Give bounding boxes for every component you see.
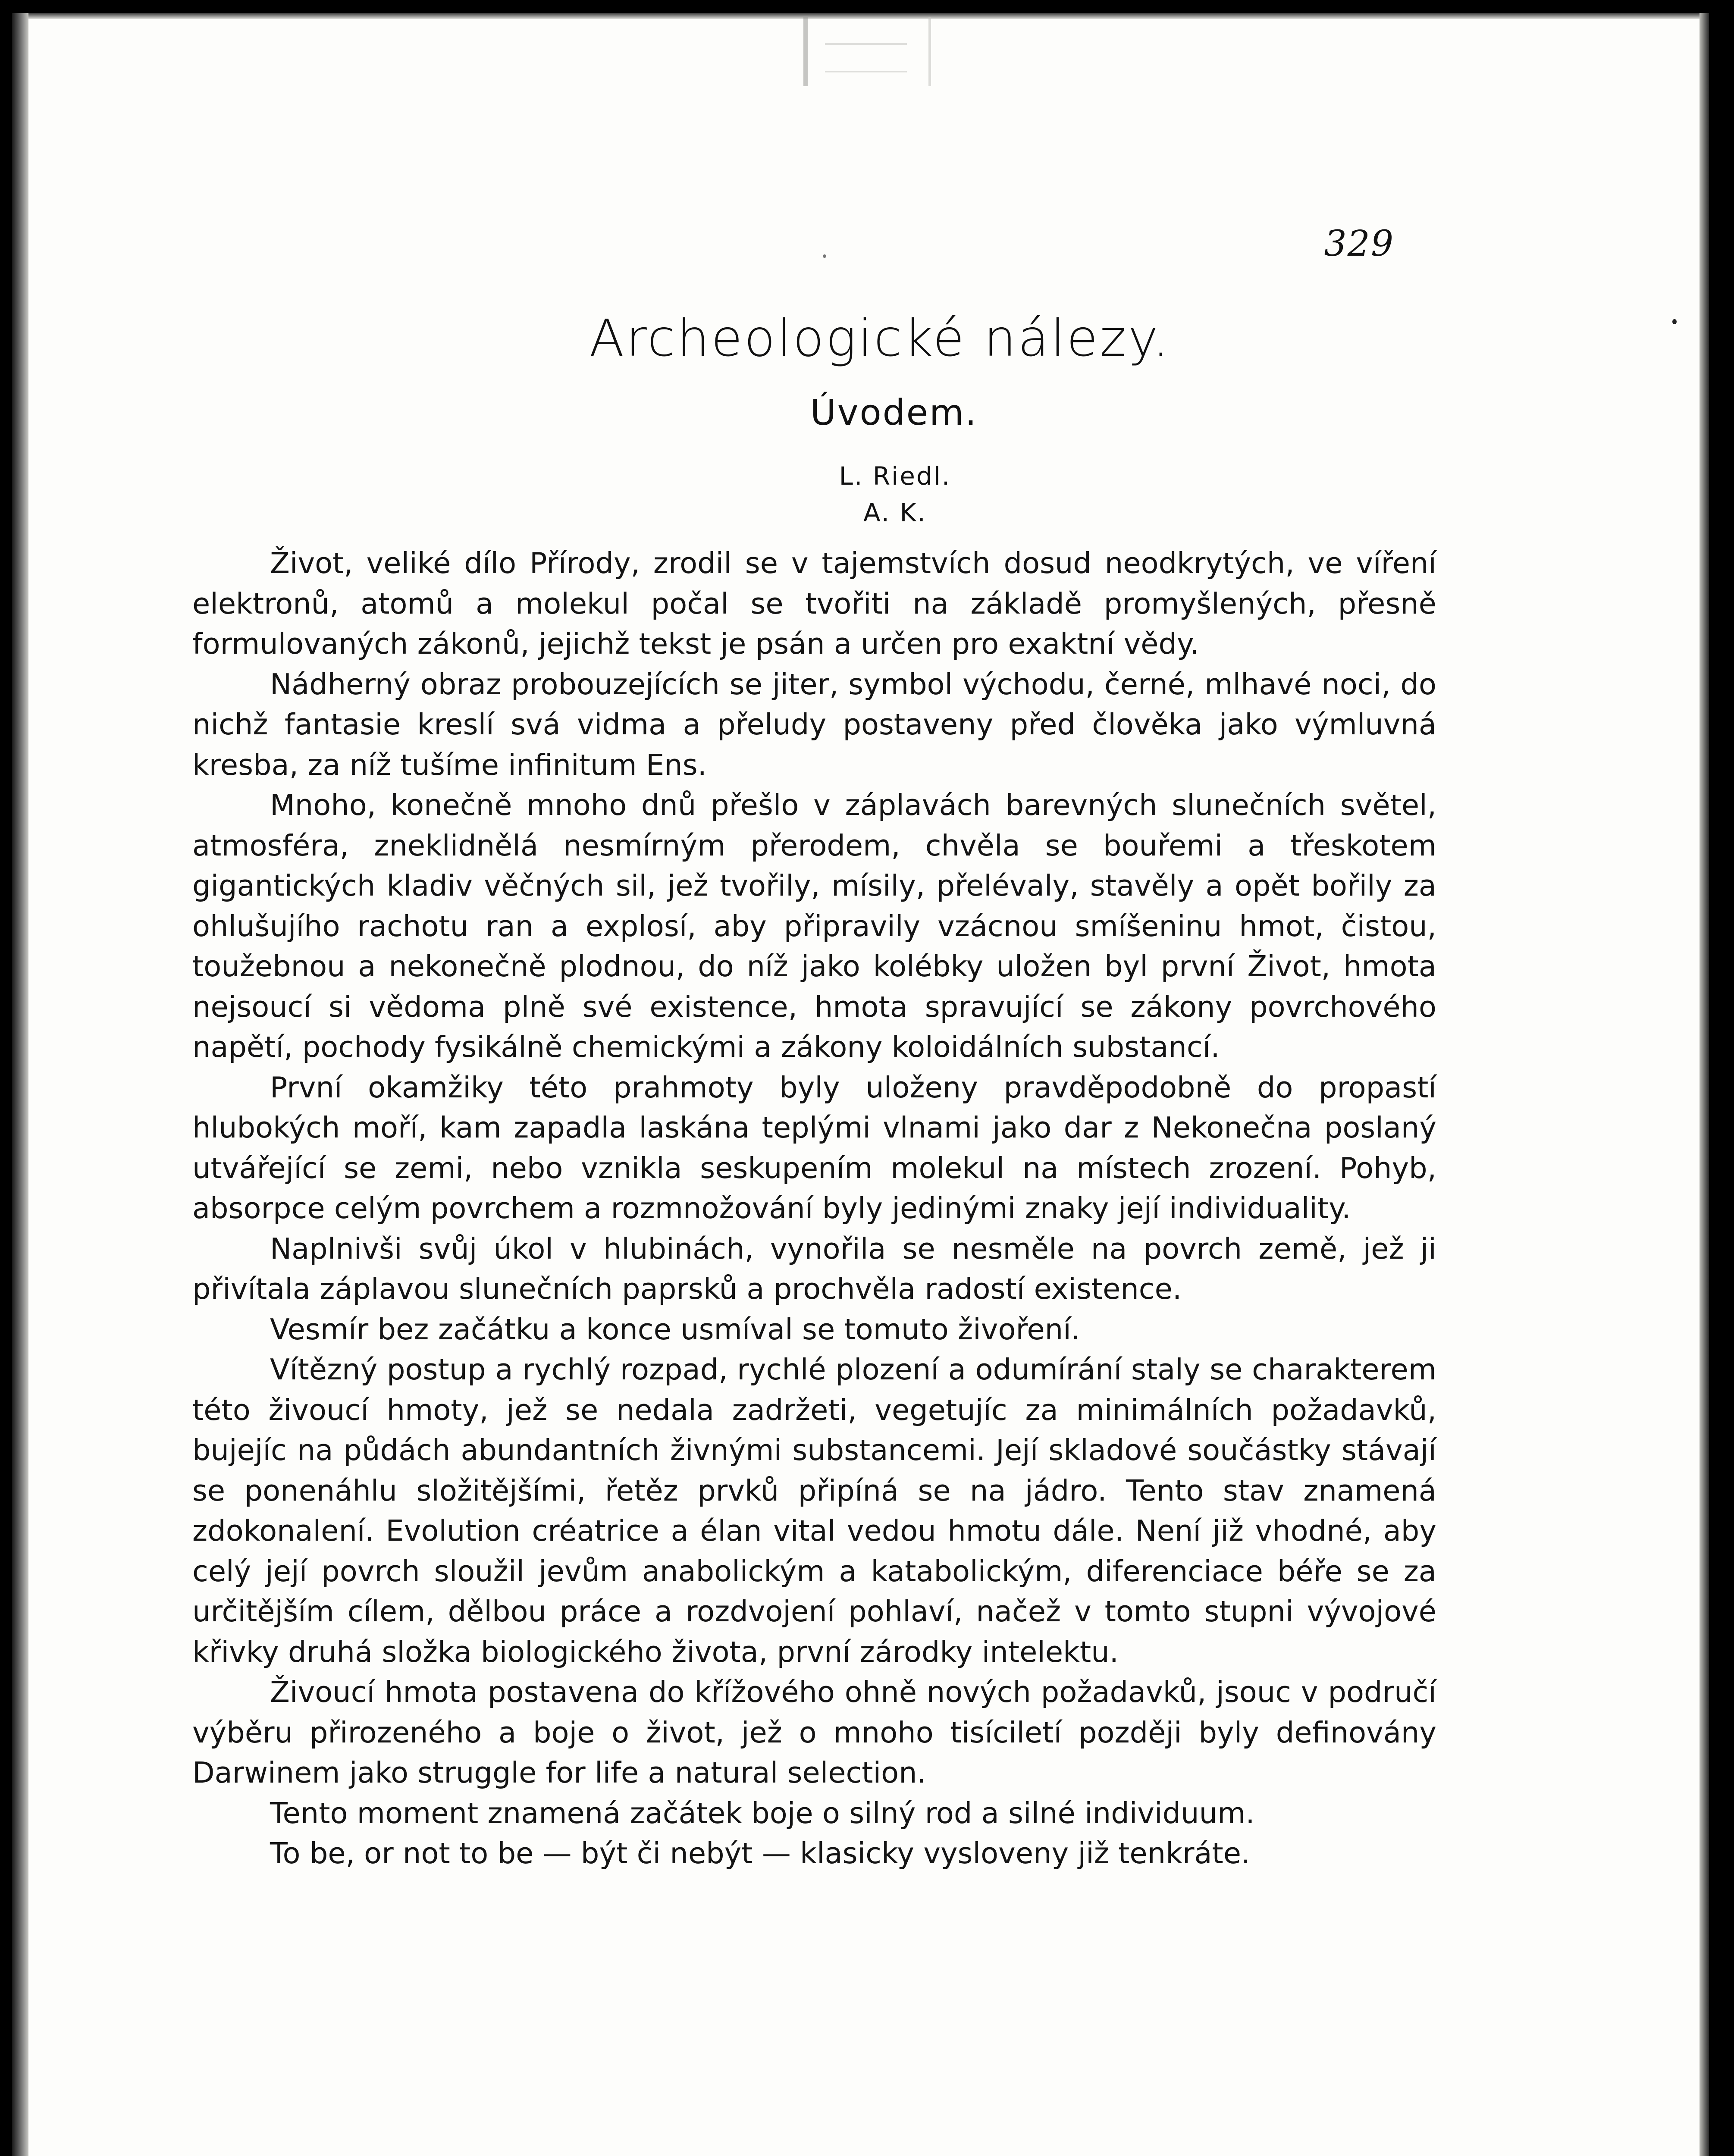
paragraph: První okamžiky této prahmoty byly uloženy pravděpodobně do propastí hlubokých moří, kam zapadla laskána teplými vlnami jako dar z Nekonečna poslaný utvářející se zemi, nebo vznikla seskupením molekul na místech zrození. Pohyb, absorpce celým povrchem a rozmnožování byly jedinými znaky její individuality.	[192, 1070, 1436, 1225]
article-body	[192, 543, 1436, 1874]
book-page	[12, 13, 1709, 2156]
paragraph: Živoucí hmota postavena do křížového ohně nových požadavků, jsouc v područí výběru přirozeného a boje o život, jež o mnoho tisíciletí později byly definovány Darwinem jako struggle for life a natural selection.	[192, 1675, 1436, 1789]
paragraph: Nádherný obraz probouzejících se jiter, symbol východu, černé, mlhavé noci, do nichž fantasie kreslí svá vidma a přeludy postaveny před člověka jako výmluvná kresba, za níž tušíme infinitum Ens.	[192, 667, 1436, 782]
paper-speck	[823, 254, 826, 258]
paper-speck	[1672, 319, 1677, 324]
paragraph: Naplnivši svůj úkol v hlubinách, vynořila se nesměle na povrch země, jež ji přivítala záplavou slunečních paprsků a prochvěla radostí existence.	[192, 1232, 1436, 1306]
paragraph: Vesmír bez začátku a konce usmíval se tomuto živoření.	[270, 1312, 1081, 1346]
paragraph: Tento moment znamená začátek boje o silný rod a silné individuum.	[270, 1796, 1255, 1830]
author-line: A. K.	[863, 498, 927, 527]
paragraph: Život, veliké dílo Přírody, zrodil se v tajemstvích dosud neodkrytých, ve víření elektronů, atomů a molekul počal se tvořiti na základě promyšlených, přesně formulovaných zákonů, jejichž tekst je psán a určen pro exaktní vědy.	[192, 546, 1436, 661]
page-number: 329	[1324, 223, 1394, 264]
section-subtitle: Úvodem.	[810, 392, 978, 433]
author-line: L. Riedl.	[839, 461, 951, 491]
paragraph: Vítězný postup a rychlý rozpad, rychlé plození a odumírání staly se charakterem této živoucí hmoty, jež se nedala zadržeti, vegetujíc za minimálních požadavků, bujejíc na půdách abundantních živnými substancemi. Její skladové součástky stávají se ponenáhlu složitějšími, řetěz prvků připíná se na jádro. Tento stav znamená zdokonalení. Evolution créatrice a élan vital vedou hmotu dále. Není již vhodné, aby celý její povrch sloužil jevům anabolickým a katabolickým, diferenciace béře se za určitějším cílem, dělbou práce a rozdvojení pohlaví, načež v tomto stupni vývojové křivky druhá složka biologického života, první zárodky intelektu.	[192, 1353, 1436, 1669]
faded-stamp-mark	[803, 17, 931, 86]
page-title: Archeologické nálezy.	[589, 308, 1171, 368]
paragraph: Mnoho, konečně mnoho dnů přešlo v záplavách barevných slunečních světel, atmosféra, zneklidnělá nesmírným přerodem, chvěla se bouřemi a třeskotem gigantických kladiv věčných sil, jež tvořily, mísily, přelévaly, stavěly a opět bořily za ohlušujího rachotu ran a explosí, aby připravily vzácnou smíšeninu hmot, čistou, toužebnou a nekonečně plodnou, do níž jako kolébky uložen byl první Život, hmota nejsoucí si vědoma plně své existence, hmota spravující se zákony povrchového napětí, pochody fysikálně chemickými a zákony koloidálních substancí.	[192, 788, 1436, 1064]
paragraph: To be, or not to be — být či nebýt — klasicky vysloveny již tenkráte.	[270, 1836, 1251, 1870]
